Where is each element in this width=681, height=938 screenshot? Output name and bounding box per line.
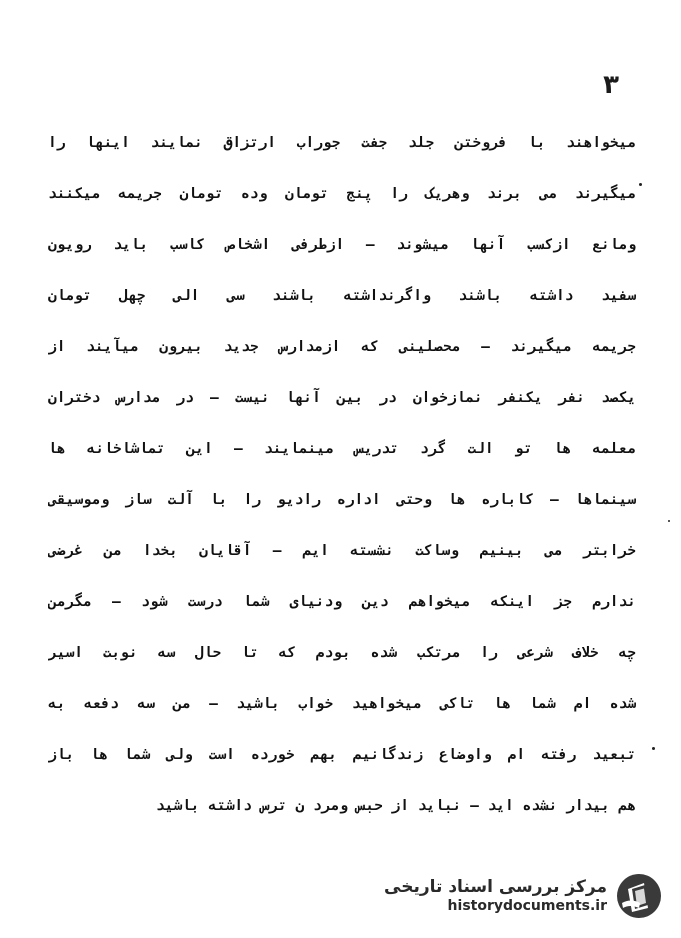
watermark: [384, 872, 663, 920]
text-line: خرابتر می بینیم وساکت نشسته ایم — آقایان بخدا من غرضی: [48, 543, 636, 559]
watermark-title: مرکز بررسی اسناد تاریخی: [384, 877, 607, 898]
text-line: ندارم جز اینکه میخواهم دین ودنیای شما درست شود — مگرمن: [48, 594, 636, 610]
watermark-url: historydocuments.ir: [447, 897, 607, 914]
scan-speck: [668, 520, 670, 522]
text-line: معلمه ها تو الت گرد تدریس مینمایند — این تماشاخانه ها: [48, 441, 636, 457]
text-line: شده ام شما ها تاکی میخواهید خواب باشید — من سه دفعه به: [48, 696, 636, 712]
text-line: میخواهند با فروختن جلد جفت جوراب ارتزاق نمایند اینها را: [48, 135, 636, 151]
text-line: سفید داشته باشند واگرنداشته باشند سی الی چهل تومان: [48, 288, 636, 304]
watermark-text: [384, 878, 607, 914]
text-line: ومانع ازکسب آنها میشوند — ازطرفی اشخاص کاسب باید رویون: [48, 237, 636, 253]
scan-speck: [652, 747, 655, 750]
text-line: یکصد نفر یکنفر نمازخوان در بین آنها نیست — در مدارس دختران: [48, 390, 636, 406]
page-number: ۳: [603, 70, 619, 100]
document-archive-logo-icon: [615, 872, 663, 920]
text-line: چه خلاف شرعی را مرتکب شده بودم که تا حال سه نوبت اسیر: [48, 645, 636, 661]
document-body: [48, 118, 636, 832]
text-line: هم بیدار نشده اید — نباید از حبس ومرد ن ترس داشته باشید: [155, 798, 636, 814]
text-line: تبعید رفته ام واوضاع زندگانیم بهم خورده است ولی شما ها باز: [48, 747, 636, 763]
scan-speck: [639, 183, 642, 186]
text-line: میگیرند می برند وهریک را پنج تومان وده تومان جریمه میکنند: [48, 186, 636, 202]
text-line: سینماها — کاباره ها وحتی اداره رادیو را با آلت ساز وموسیقی: [48, 492, 636, 508]
text-line: جریمه میگیرند — محصلینی که ازمدارس جدید بیرون میآیند از: [48, 339, 636, 355]
